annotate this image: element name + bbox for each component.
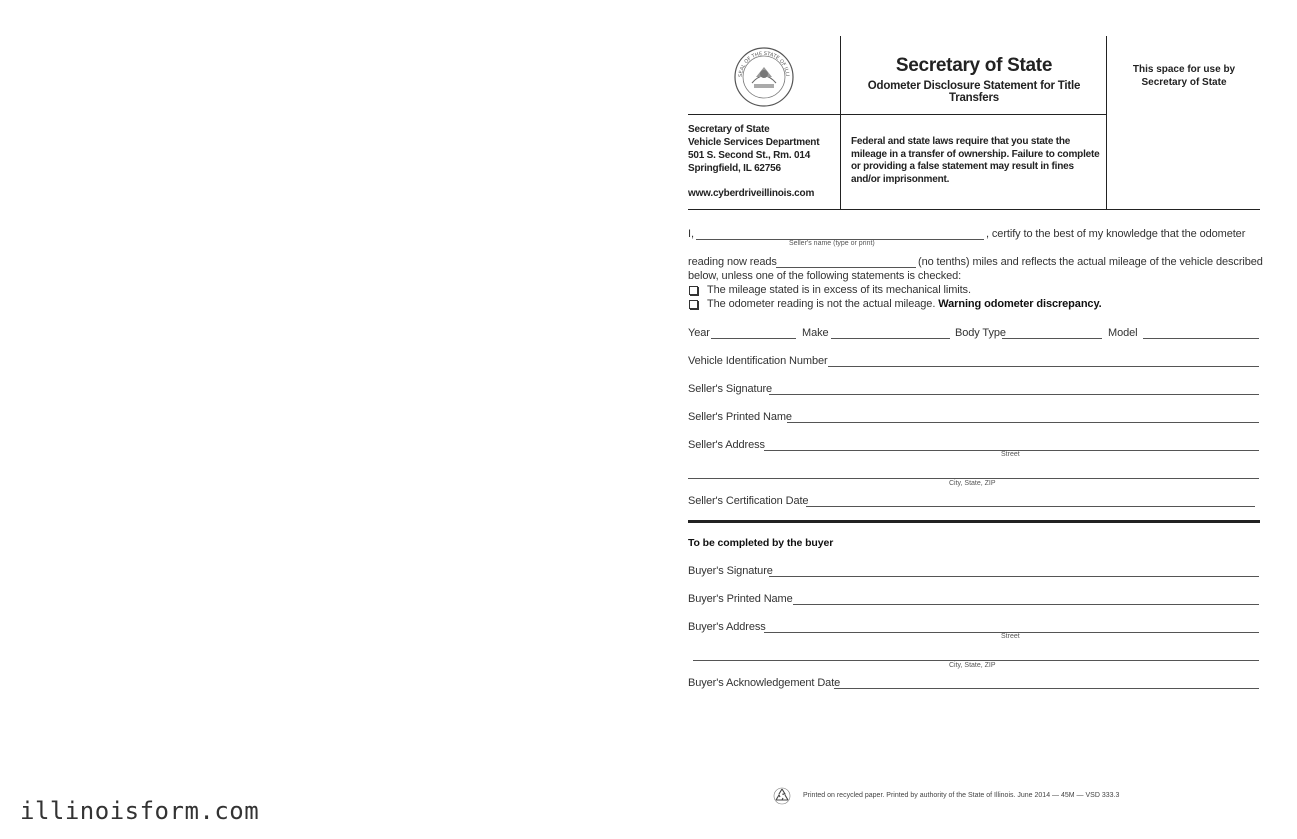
footer-print-note: Printed on recycled paper. Printed by authority of the State of Illinois. June 2014 — 45M — VSD 333.3: [803, 792, 1120, 799]
buyer-city-field[interactable]: [693, 660, 1259, 661]
seller-city-caption: City, State, ZIP: [949, 480, 996, 487]
seller-name-caption: Seller's name (type or print): [789, 240, 875, 247]
below-text: below, unless one of the following statements is checked:: [688, 270, 962, 282]
recycle-icon: [773, 787, 791, 805]
reading-suffix: (no tenths) miles and reflects the actual mileage of the vehicle described: [918, 256, 1263, 268]
make-label: Make: [802, 327, 829, 339]
body-type-field[interactable]: [1002, 338, 1102, 339]
section-divider: [688, 520, 1260, 523]
website-link[interactable]: www.cyberdriveillinois.com: [688, 188, 815, 199]
seller-signature-label: Seller's Signature: [688, 383, 773, 395]
seal-text: SEAL OF THE STATE OF ILLI: [737, 50, 790, 78]
body-type-label: Body Type: [955, 327, 1006, 339]
buyer-printed-name-label: Buyer's Printed Name: [688, 593, 793, 605]
mechanical-limits-checkbox[interactable]: [689, 286, 698, 295]
cert-statement: , certify to the best of my knowledge that the odometer: [986, 228, 1246, 240]
address-line-4: Springfield, IL 62756: [688, 163, 781, 174]
year-field[interactable]: [711, 338, 796, 339]
not-actual-mileage-checkbox[interactable]: [689, 300, 698, 309]
year-label: Year: [688, 327, 710, 339]
buyer-signature-label: Buyer's Signature: [688, 565, 773, 577]
header-divider-left: [840, 36, 841, 209]
header-mid-rule: [688, 114, 1107, 115]
model-field[interactable]: [1143, 338, 1259, 339]
seller-city-field[interactable]: [688, 478, 1259, 479]
buyer-address-label: Buyer's Address: [688, 621, 766, 633]
buyer-street-caption: Street: [1001, 633, 1020, 640]
seller-printed-name-field[interactable]: [787, 422, 1259, 423]
mechanical-limits-label: The mileage stated is in excess of its mechanical limits.: [707, 284, 971, 296]
laws-notice: Federal and state laws require that you state the mileage in a transfer of ownership. Failure to complete or providing a false statement may result in fines and/or imprisonment.: [851, 136, 1100, 186]
address-line-3: 501 S. Second St., Rm. 014: [688, 150, 811, 161]
seller-address-label: Seller's Address: [688, 439, 765, 451]
header-divider-right: [1106, 36, 1107, 209]
address-line-2: Vehicle Services Department: [688, 137, 820, 148]
buyer-section-title: To be completed by the buyer: [688, 537, 834, 549]
seller-cert-date-label: Seller's Certification Date: [688, 495, 809, 507]
header-bottom-rule: [688, 209, 1260, 210]
model-label: Model: [1108, 327, 1138, 339]
seller-cert-date-field[interactable]: [806, 506, 1255, 507]
buyer-signature-field[interactable]: [769, 576, 1259, 577]
reading-prefix: reading now reads: [688, 256, 777, 268]
buyer-printed-name-field[interactable]: [793, 604, 1259, 605]
not-actual-mileage-text: The odometer reading is not the actual mileage.: [707, 298, 936, 310]
seller-street-caption: Street: [1001, 451, 1020, 458]
page-title: Secretary of State: [895, 55, 1053, 76]
discrepancy-warning: Warning odometer discrepancy.: [938, 298, 1102, 310]
not-actual-mileage-label: [707, 298, 1102, 310]
office-address: [688, 123, 836, 200]
vin-label: Vehicle Identification Number: [688, 355, 828, 367]
seller-signature-field[interactable]: [769, 394, 1259, 395]
address-line-1: Secretary of State: [688, 124, 770, 135]
make-field[interactable]: [831, 338, 950, 339]
page-subtitle: Odometer Disclosure Statement for Title Transfers: [867, 80, 1081, 104]
site-watermark: illinoisform.com: [20, 797, 260, 825]
office-use-note: This space for use by Secretary of State: [1132, 64, 1236, 88]
buyer-ack-date-label: Buyer's Acknowledgement Date: [688, 677, 841, 689]
state-seal-icon: [734, 47, 794, 107]
cert-prefix: I,: [688, 228, 694, 240]
buyer-city-caption: City, State, ZIP: [949, 662, 996, 669]
odometer-reading-field[interactable]: [776, 267, 916, 268]
seller-printed-name-label: Seller's Printed Name: [688, 411, 792, 423]
vin-field[interactable]: [828, 366, 1259, 367]
buyer-ack-date-field[interactable]: [834, 688, 1259, 689]
